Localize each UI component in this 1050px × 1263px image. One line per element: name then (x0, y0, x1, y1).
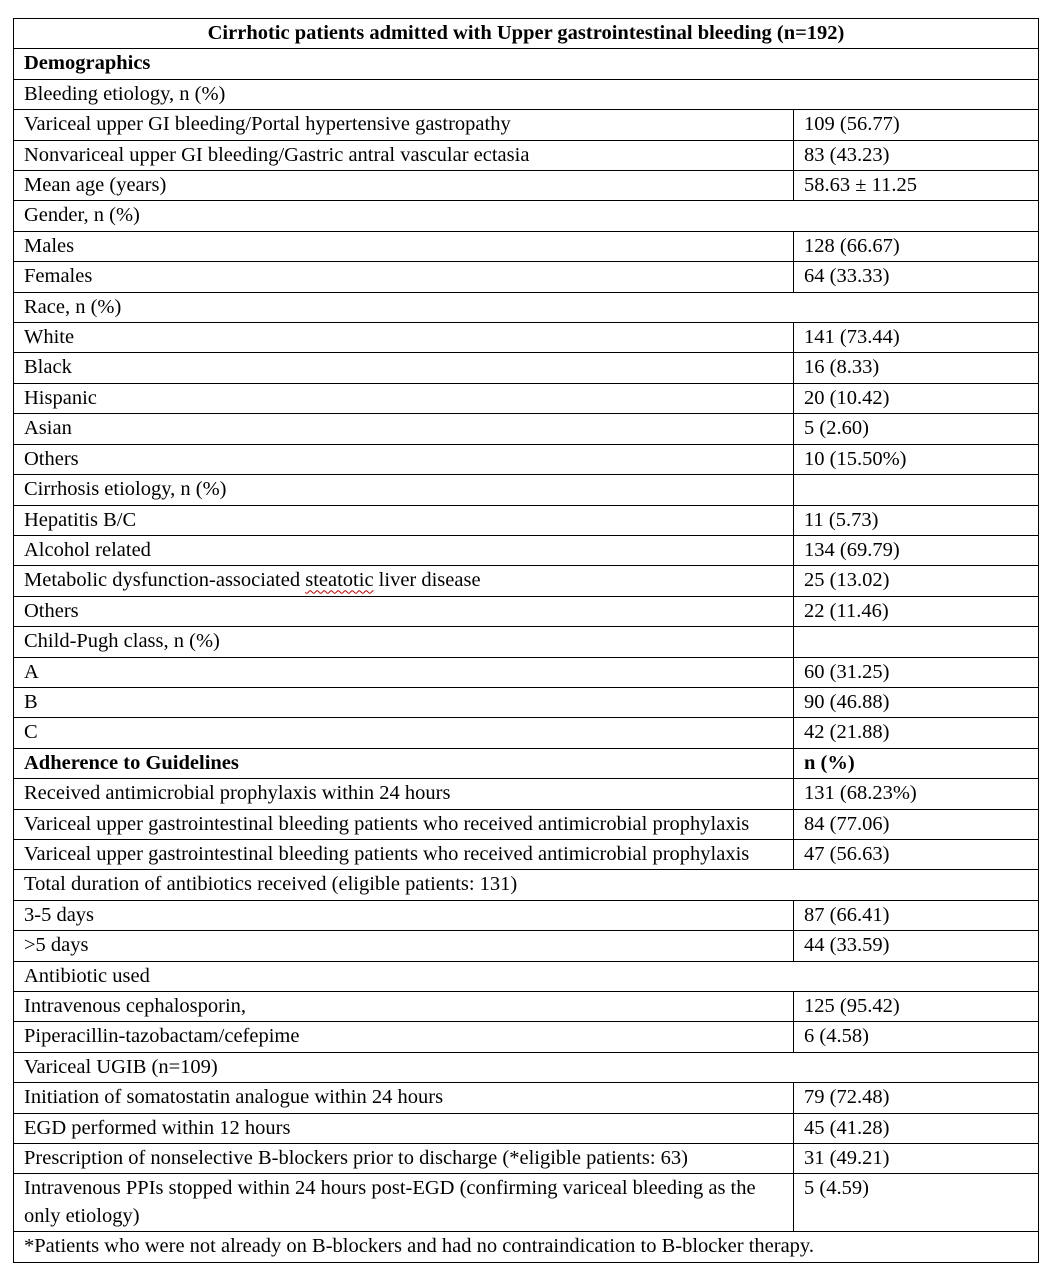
table-row (14, 961, 1039, 991)
row-label: Cirrhosis etiology, n (%) (14, 475, 794, 505)
row-label: Total duration of antibiotics received (eligible patients: 131) (14, 870, 1039, 900)
table-row (14, 201, 1039, 231)
row-value: 25 (13.02) (794, 566, 1039, 596)
row-value: 5 (4.59) (794, 1174, 1039, 1232)
table-row (14, 1083, 1039, 1113)
table-row (14, 414, 1039, 444)
row-value (794, 475, 1039, 505)
table-row (14, 657, 1039, 687)
table-row (14, 596, 1039, 626)
table-row (14, 292, 1039, 322)
table-row (14, 1052, 1039, 1082)
row-value: 109 (56.77) (794, 110, 1039, 140)
row-label: Black (14, 353, 794, 383)
row-value: 79 (72.48) (794, 1083, 1039, 1113)
table-row (14, 627, 1039, 657)
spellcheck-flagged-word: steatotic (305, 569, 374, 592)
row-value: 31 (49.21) (794, 1144, 1039, 1174)
table-row (14, 1174, 1039, 1232)
footnote: *Patients who were not already on B-blockers and had no contraindication to B-blocker therapy. (14, 1232, 1039, 1262)
row-value: 58.63 ± 11.25 (794, 171, 1039, 201)
table-title: Cirrhotic patients admitted with Upper gastrointestinal bleeding (n=192) (14, 19, 1039, 49)
table-title-row (14, 19, 1039, 49)
row-label: C (14, 718, 794, 748)
table-row (14, 231, 1039, 261)
row-value: 131 (68.23%) (794, 779, 1039, 809)
row-value: 11 (5.73) (794, 505, 1039, 535)
row-label: Females (14, 262, 794, 292)
row-label: Bleeding etiology, n (%) (14, 79, 1039, 109)
row-label: 3-5 days (14, 900, 794, 930)
row-label: Hepatitis B/C (14, 505, 794, 535)
row-value: 45 (41.28) (794, 1113, 1039, 1143)
table-row (14, 809, 1039, 839)
row-label: Adherence to Guidelines (14, 748, 794, 778)
table-row (14, 49, 1039, 79)
row-label: Others (14, 596, 794, 626)
row-label-text: Metabolic dysfunction-associated (24, 569, 306, 592)
row-value: 87 (66.41) (794, 900, 1039, 930)
table-row (14, 323, 1039, 353)
table-row (14, 931, 1039, 961)
table-row (14, 140, 1039, 170)
table-row (14, 839, 1039, 869)
row-value: 16 (8.33) (794, 353, 1039, 383)
table-row (14, 383, 1039, 413)
table-row (14, 535, 1039, 565)
row-label: Antibiotic used (14, 961, 1039, 991)
row-value: 128 (66.67) (794, 231, 1039, 261)
results-table-body (14, 19, 1039, 1263)
row-value: 42 (21.88) (794, 718, 1039, 748)
row-label: Males (14, 231, 794, 261)
table-row (14, 110, 1039, 140)
table-row (14, 992, 1039, 1022)
row-value: 84 (77.06) (794, 809, 1039, 839)
row-value: 125 (95.42) (794, 992, 1039, 1022)
row-label: Race, n (%) (14, 292, 1039, 322)
row-label: Received antimicrobial prophylaxis within 24 hours (14, 779, 794, 809)
results-table (13, 18, 1039, 1263)
table-row (14, 1144, 1039, 1174)
row-label: Gender, n (%) (14, 201, 1039, 231)
row-label (14, 566, 794, 596)
table-row (14, 748, 1039, 778)
table-row (14, 171, 1039, 201)
row-label: Alcohol related (14, 535, 794, 565)
row-label: Nonvariceal upper GI bleeding/Gastric antral vascular ectasia (14, 140, 794, 170)
row-label: Variceal UGIB (n=109) (14, 1052, 1039, 1082)
table-row (14, 900, 1039, 930)
row-value: 60 (31.25) (794, 657, 1039, 687)
row-label: B (14, 687, 794, 717)
row-label: EGD performed within 12 hours (14, 1113, 794, 1143)
row-value: 134 (69.79) (794, 535, 1039, 565)
row-label: Prescription of nonselective B-blockers prior to discharge (*eligible patients: 63) (14, 1144, 794, 1174)
row-value: 10 (15.50%) (794, 444, 1039, 474)
row-value: 5 (2.60) (794, 414, 1039, 444)
table-row (14, 718, 1039, 748)
row-value: 47 (56.63) (794, 839, 1039, 869)
row-label: White (14, 323, 794, 353)
row-label: Variceal upper gastrointestinal bleeding patients who received antimicrobial prophylaxis (14, 839, 794, 869)
table-row (14, 566, 1039, 596)
row-label: Asian (14, 414, 794, 444)
row-label: Hispanic (14, 383, 794, 413)
row-value: 6 (4.58) (794, 1022, 1039, 1052)
row-value: 90 (46.88) (794, 687, 1039, 717)
table-row (14, 79, 1039, 109)
table-row (14, 687, 1039, 717)
row-label: Variceal upper gastrointestinal bleeding patients who received antimicrobial prophylaxis (14, 809, 794, 839)
table-row (14, 505, 1039, 535)
table-row (14, 1022, 1039, 1052)
row-label: Intravenous PPIs stopped within 24 hours post-EGD (confirming variceal bleeding as the only etiology) (14, 1174, 794, 1232)
table-row (14, 1113, 1039, 1143)
table-row (14, 353, 1039, 383)
row-label: Demographics (14, 49, 1039, 79)
row-label: A (14, 657, 794, 687)
row-label: Mean age (years) (14, 171, 794, 201)
row-value (794, 627, 1039, 657)
table-row (14, 444, 1039, 474)
table-row (14, 779, 1039, 809)
row-label: Initiation of somatostatin analogue within 24 hours (14, 1083, 794, 1113)
row-label: Variceal upper GI bleeding/Portal hypertensive gastropathy (14, 110, 794, 140)
row-label: >5 days (14, 931, 794, 961)
table-row (14, 475, 1039, 505)
row-value: 141 (73.44) (794, 323, 1039, 353)
table-row (14, 262, 1039, 292)
row-value: 20 (10.42) (794, 383, 1039, 413)
row-value: 44 (33.59) (794, 931, 1039, 961)
row-label: Intravenous cephalosporin, (14, 992, 794, 1022)
footnote-row (14, 1232, 1039, 1262)
row-value: n (%) (794, 748, 1039, 778)
table-row (14, 870, 1039, 900)
row-value: 22 (11.46) (794, 596, 1039, 626)
row-value: 83 (43.23) (794, 140, 1039, 170)
row-label-text: liver disease (373, 569, 481, 592)
row-label: Piperacillin-tazobactam/cefepime (14, 1022, 794, 1052)
row-label: Others (14, 444, 794, 474)
row-label: Child-Pugh class, n (%) (14, 627, 794, 657)
row-value: 64 (33.33) (794, 262, 1039, 292)
